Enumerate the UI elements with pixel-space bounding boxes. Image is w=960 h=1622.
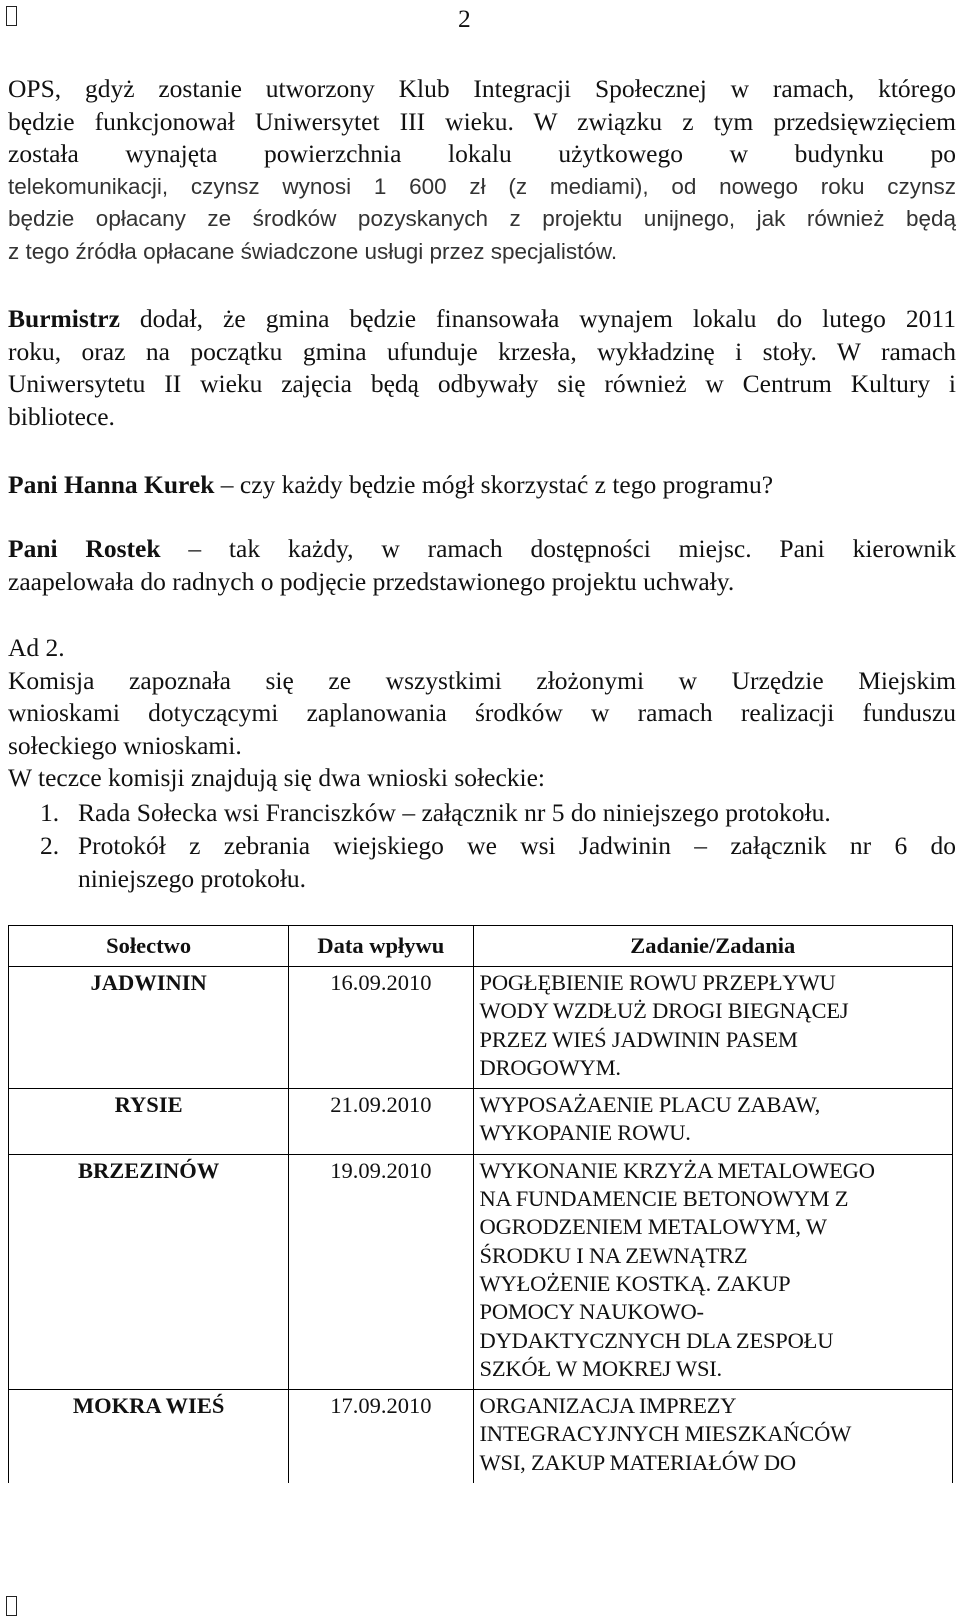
- table-row: [9, 1390, 953, 1483]
- cell-text: BRZEZINÓW: [77, 1157, 220, 1183]
- table-header-row: [9, 926, 953, 967]
- cell-solectwo: [9, 1154, 289, 1389]
- list-number: 1.: [40, 798, 60, 827]
- text-line: Rada Sołecka wsi Franciszków – załącznik nr 5 do niniejszego protokołu.: [78, 798, 831, 827]
- task-line: ŚRODKU I NA ZEWNĄTRZ: [479, 1242, 748, 1268]
- text-line: wnioskami dotyczącymi zaplanowania środków w ramach realizacji funduszu: [8, 698, 956, 727]
- task-line: POMOCY NAUKOWO-: [479, 1299, 704, 1325]
- cell-data: [289, 1089, 473, 1155]
- text-line: roku, oraz na początku gmina ufunduje krzesła, wykładzinę i stoły. W ramach: [8, 336, 956, 366]
- text-line: telekomunikacji, czynsz wynosi 1 600 zł (z mediami), od nowego roku czynsz: [8, 173, 956, 199]
- text-line: OPS, gdyż zostanie utworzony Klub Integracji Społecznej w ramach, którego: [8, 74, 956, 103]
- cell-solectwo: [9, 1390, 289, 1483]
- cell-text: [480, 967, 952, 1088]
- cell-text: 17.09.2010: [330, 1393, 432, 1419]
- cell-text: [480, 1155, 952, 1389]
- text-line: Komisja zapoznała się ze wszystkimi złożonymi w Urzędzie Miejskim: [8, 665, 956, 695]
- task-line: NA FUNDAMENCIE BETONOWYM Z: [479, 1186, 849, 1212]
- task-line: DYDAKTYCZNYCH DLA ZESPOŁU: [479, 1327, 834, 1353]
- text-line: Uniwersytetu II wieku zajęcia będą odbywały się również w Centrum Kultury i: [8, 369, 956, 398]
- task-line: POGŁĘBIENIE ROWU PRZEPŁYWU: [479, 970, 836, 995]
- cell-text: 16.09.2010: [330, 970, 432, 995]
- task-line: DROGOWYM.: [479, 1054, 621, 1080]
- cell-text: JADWININ: [90, 970, 207, 995]
- text-fragment: dodał, że gmina będzie finansowała wynajem lokalu do lutego 2011: [119, 304, 956, 333]
- speaker-name: Pani Rostek: [8, 534, 161, 563]
- task-line: PRZEZ WIEŚ JADWININ PASEM: [479, 1026, 798, 1052]
- task-line: INTEGRACYJNYCH MIESZKAŃCÓW: [479, 1421, 852, 1447]
- task-line: ORGANIZACJA IMPREZY: [479, 1393, 737, 1419]
- list-number: 2.: [40, 831, 60, 860]
- text-line: [8, 303, 956, 336]
- text-fragment: – tak każdy, w ramach dostępności miejsc. Pani kierownik: [160, 534, 956, 563]
- cell-text: 19.09.2010: [330, 1157, 432, 1183]
- task-line: OGRODZENIEM METALOWYM, W: [479, 1214, 827, 1240]
- wnioski-list: [8, 796, 956, 895]
- cell-zadanie: [473, 1390, 952, 1483]
- text-line: W teczce komisji znajdują się dwa wnioski sołeckie:: [8, 763, 545, 792]
- column-header-data: Data wpływu: [289, 926, 473, 967]
- cell-solectwo: [9, 967, 289, 1089]
- task-line: WODY WZDŁUŻ DROGI BIEGNĄCEJ: [479, 998, 849, 1024]
- task-line: WSI, ZAKUP MATERIAŁÓW DO: [479, 1449, 796, 1475]
- cell-text: 21.09.2010: [330, 1092, 432, 1118]
- speaker-name: Pani Hanna Kurek: [8, 470, 215, 499]
- speaker-name: Burmistrz: [8, 304, 120, 333]
- cell-text: [480, 1089, 952, 1154]
- text-line: [8, 533, 956, 566]
- task-line: WYKOPANIE ROWU.: [479, 1120, 691, 1146]
- task-line: SZKÓŁ W MOKREJ WSI.: [479, 1355, 722, 1381]
- paragraph-rostek: [8, 533, 956, 598]
- page-number: 2: [458, 4, 471, 33]
- task-line: WYKONANIE KRZYŻA METALOWEGO: [479, 1157, 875, 1183]
- text-line: Protokół z zebrania wiejskiego we wsi Jadwinin – załącznik nr 6 do: [78, 831, 956, 860]
- cell-text: [480, 1390, 952, 1483]
- table-row: [9, 1154, 953, 1389]
- cell-text: RYSIE: [114, 1092, 183, 1118]
- cell-zadanie: [473, 1089, 952, 1155]
- cell-data: [289, 1390, 473, 1483]
- column-header-zadanie: Zadanie/Zadania: [473, 926, 952, 967]
- task-line: WYŁOŻENIE KOSTKĄ. ZAKUP: [479, 1270, 791, 1296]
- table-row: [9, 967, 953, 1089]
- list-item: [8, 796, 956, 829]
- cell-data: [289, 1154, 473, 1389]
- text-line: z tego źródła opłacane świadczone usługi przez specjalistów.: [8, 238, 618, 264]
- section-heading: Ad 2.: [8, 633, 65, 662]
- text-line: zaapelowała do radnych o podjęcie przedstawionego projektu uchwały.: [8, 566, 735, 596]
- text-line: niniejszego protokołu.: [78, 864, 307, 893]
- cell-text: MOKRA WIEŚ: [72, 1393, 225, 1419]
- list-item: [8, 829, 956, 895]
- table-row: [9, 1089, 953, 1155]
- solectwa-table: [8, 925, 953, 1483]
- paragraph-burmistrz: [8, 303, 956, 433]
- text-line: sołeckiego wnioskami.: [8, 730, 242, 760]
- task-line: WYPOSAŻAENIE PLACU ZABAW,: [479, 1092, 821, 1118]
- missing-glyph-icon: [6, 6, 17, 26]
- paragraph-kurek: [8, 469, 956, 502]
- cell-data: [289, 967, 473, 1089]
- text-line: będzie opłacany ze środków pozyskanych z projektu unijnego, jak również będą: [8, 206, 956, 231]
- text-line: będzie funkcjonował Uniwersytet III wieku. W związku z tym przedsięwzięciem: [8, 106, 956, 136]
- cell-zadanie: [473, 967, 952, 1089]
- text-fragment: – czy każdy będzie mógł skorzystać z tego programu?: [214, 470, 774, 499]
- missing-glyph-icon: [6, 1596, 17, 1616]
- column-header-solectwo: Sołectwo: [9, 926, 289, 967]
- cell-zadanie: [473, 1154, 952, 1389]
- text-line: [8, 469, 956, 502]
- text-line: została wynajęta powierzchnia lokalu użytkowego w budynku po: [8, 139, 956, 168]
- text-line: bibliotece.: [8, 401, 115, 431]
- cell-solectwo: [9, 1089, 289, 1155]
- section-ad2: [8, 632, 956, 795]
- paragraph-ops: [8, 73, 956, 268]
